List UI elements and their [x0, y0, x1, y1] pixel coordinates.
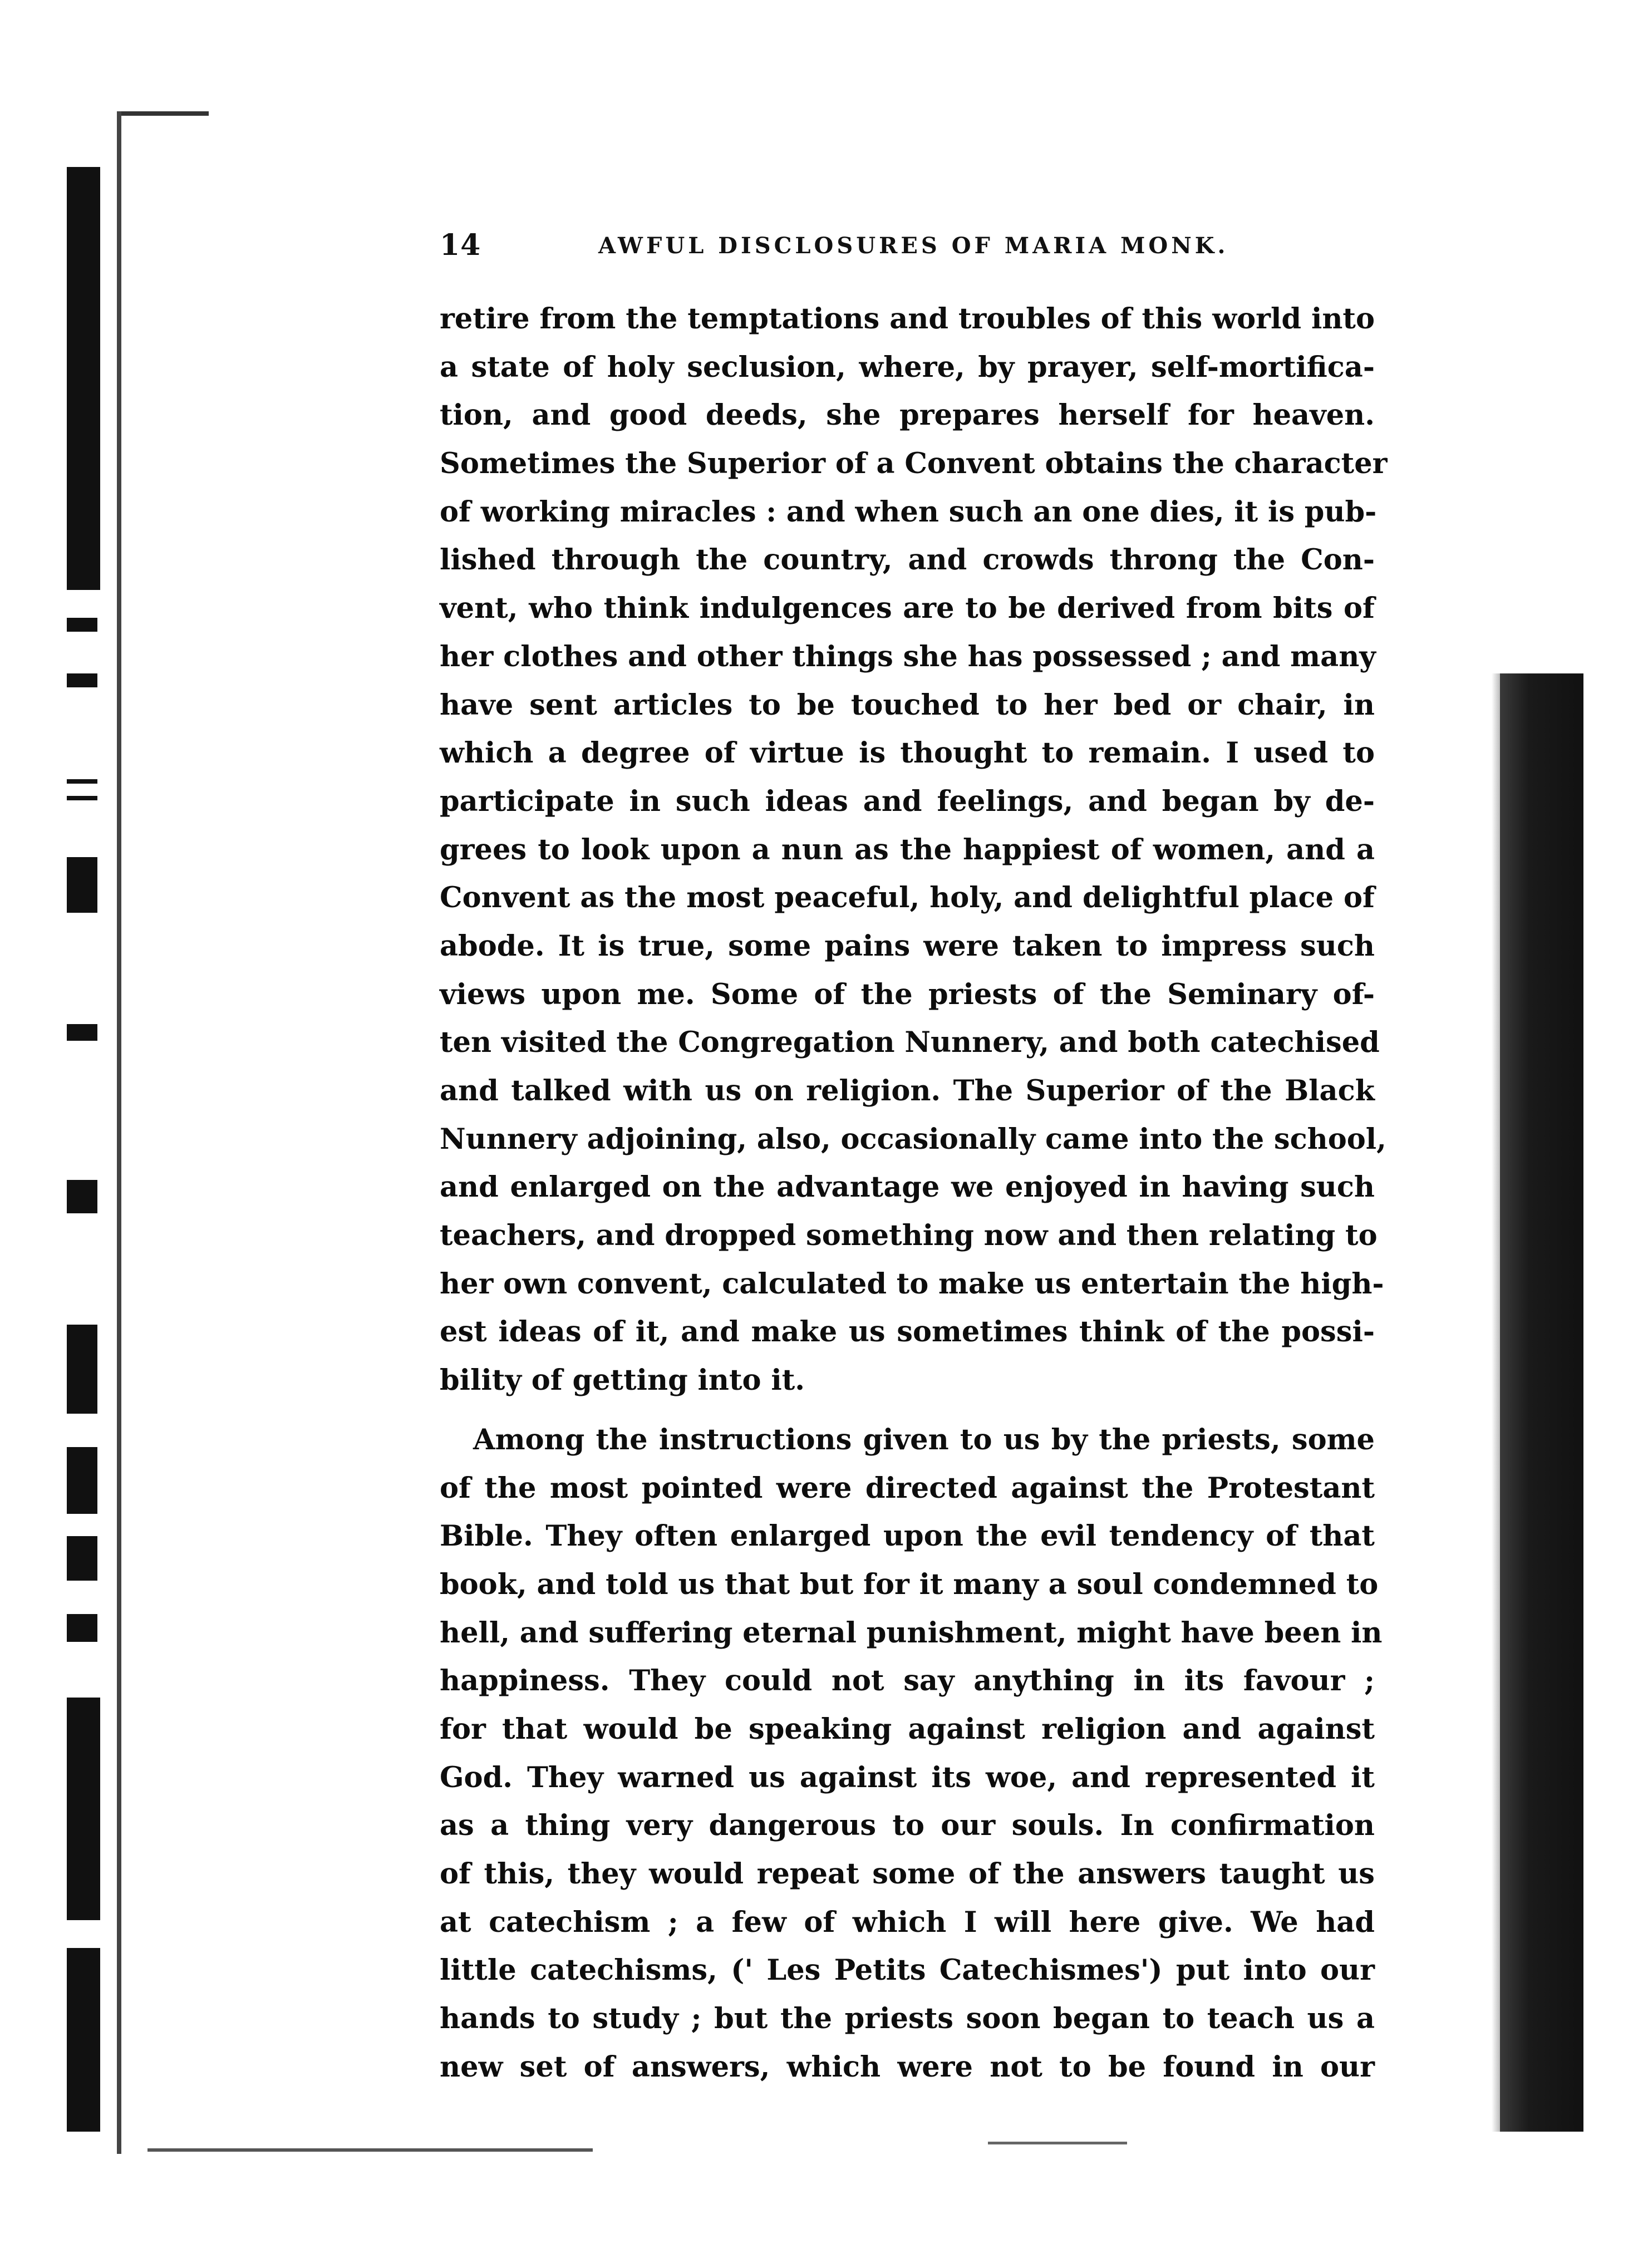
text-line: grees to look upon a nun as the happiest of women, and a — [440, 833, 1375, 867]
page-header — [440, 228, 1386, 273]
running-head: AWFUL DISCLOSURES OF MARIA MONK. — [598, 233, 1229, 259]
text-line: est ideas of it, and make us sometimes think of the possi- — [440, 1315, 1375, 1349]
text-line: book, and told us that but for it many a soul condemned to — [440, 1567, 1379, 1601]
body-text — [440, 295, 1388, 2091]
binding-mark — [67, 167, 100, 590]
text-line: her own convent, calculated to make us entertain the high- — [440, 1267, 1384, 1301]
binding-mark — [67, 1180, 97, 1213]
text-line: have sent articles to be touched to her bed or chair, in — [440, 688, 1375, 722]
scan-frame-bottom — [147, 2148, 593, 2152]
scan-frame-left — [117, 111, 121, 2154]
page-number: 14 — [440, 228, 481, 262]
binding-mark — [67, 1698, 100, 1920]
text-line: little catechisms, (' Les Petits Catechismes') put into our — [440, 1954, 1375, 1987]
binding-mark — [67, 1948, 100, 2132]
text-line: tion, and good deeds, she prepares herself for heaven. — [440, 399, 1375, 432]
text-line: and talked with us on religion. The Superior of the Black — [440, 1074, 1375, 1108]
binding-mark — [67, 618, 97, 632]
binding-mark — [67, 1325, 97, 1414]
scan-frame-bottom-mark — [988, 2142, 1127, 2144]
text-line: teachers, and dropped something now and then relating to — [440, 1219, 1378, 1253]
text-line: her clothes and other things she has possessed ; and many — [440, 639, 1376, 673]
text-line: at catechism ; a few of which I will here give. We had — [440, 1905, 1375, 1939]
binding-mark — [67, 1536, 97, 1581]
text-line: hands to study ; but the priests soon began to teach us a — [440, 2002, 1375, 2036]
text-line: lished through the country, and crowds throng the Con- — [440, 543, 1375, 577]
text-line: of working miracles : and when such an one dies, it is pub- — [440, 495, 1377, 529]
text-line: for that would be speaking against religion and against — [440, 1712, 1375, 1746]
text-line: views upon me. Some of the priests of the Seminary of- — [440, 977, 1375, 1011]
text-line: abode. It is true, some pains were taken to impress such — [440, 929, 1375, 963]
text-line: participate in such ideas and feelings, and began by de- — [440, 784, 1375, 818]
binding-mark — [67, 857, 97, 913]
paragraph-1 — [440, 295, 1388, 1405]
binding-mark — [67, 796, 97, 800]
text-line: and enlarged on the advantage we enjoyed in having such — [440, 1170, 1375, 1204]
text-line: Convent as the most peaceful, holy, and delightful place of — [440, 881, 1375, 915]
scan-frame-top — [120, 111, 209, 116]
text-line: Among the instructions given to us by the priests, some — [473, 1423, 1375, 1457]
text-line: Bible. They often enlarged upon the evil tendency of that — [440, 1519, 1375, 1553]
text-line: vent, who think indulgences are to be derived from bits of — [440, 592, 1375, 626]
text-line: retire from the temptations and troubles of this world into — [440, 302, 1375, 336]
text-line: of the most pointed were directed against the Protestant — [440, 1471, 1375, 1505]
text-line: God. They warned us against its woe, and represented it — [440, 1760, 1375, 1794]
text-line: Sometimes the Superior of a Convent obtains the character — [440, 447, 1388, 481]
binding-mark — [67, 779, 97, 784]
binding-mark — [67, 673, 97, 687]
binding-mark — [67, 1024, 97, 1041]
text-line: which a degree of virtue is thought to remain. I used to — [440, 736, 1375, 770]
text-line: as a thing very dangerous to our souls. In confirmation — [440, 1809, 1375, 1843]
text-line: happiness. They could not say anything in its favour ; — [440, 1664, 1375, 1698]
text-line: Nunnery adjoining, also, occasionally came into the school, — [440, 1122, 1386, 1156]
page-edge — [1500, 673, 1583, 2132]
text-line: of this, they would repeat some of the answers taught us — [440, 1857, 1375, 1891]
paragraph-2 — [440, 1416, 1383, 2092]
text-line: ten visited the Congregation Nunnery, and both catechised — [440, 1026, 1380, 1060]
text-line: bility of getting into it. — [440, 1364, 805, 1398]
binding-mark — [67, 1614, 97, 1642]
text-line: new set of answers, which were not to be found in our — [440, 2050, 1375, 2084]
text-line: a state of holy seclusion, where, by prayer, self-mortifica- — [440, 350, 1375, 384]
text-line: hell, and suffering eternal punishment, might have been in — [440, 1616, 1383, 1650]
binding-mark — [67, 1447, 97, 1514]
